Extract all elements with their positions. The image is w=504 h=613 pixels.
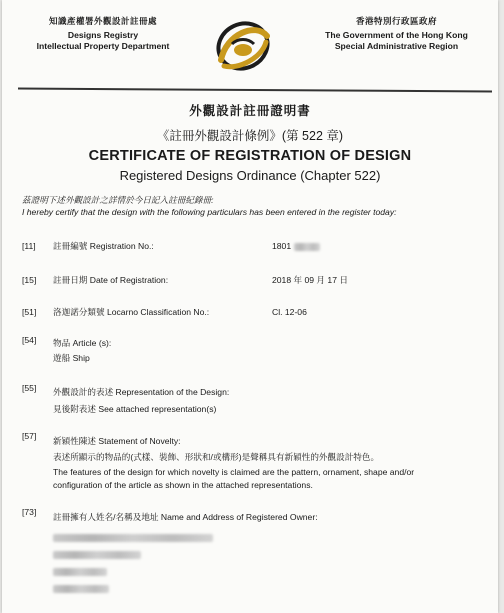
certificate-title	[2, 101, 498, 183]
field-label: 註冊編號 Registration No.:	[53, 241, 154, 251]
field-code: [55]	[22, 383, 37, 393]
ordinance-zh: 《註冊外觀設計條例》(第 522 章)	[156, 129, 344, 143]
redacted-owner-line	[53, 531, 213, 543]
novelty-en-line1: The features of the design for which novelty is claimed are the pattern, ornament, shape and/or	[53, 467, 415, 477]
field-registered-owner	[22, 506, 484, 606]
issuer-en-line1: Designs Registry	[67, 30, 139, 40]
title-zh: 外觀設計註冊證明書	[189, 104, 311, 118]
government-zh: 香港特別行政區政府	[355, 16, 437, 26]
field-code: [51]	[22, 307, 37, 317]
field-label: 洛迦諾分類號 Locarno Classification No.:	[53, 307, 210, 317]
designs-registry-emblem-icon	[212, 16, 274, 80]
field-label: 外觀設計的表述 Representation of the Design:	[53, 387, 230, 397]
field-representation	[22, 382, 484, 414]
registration-date: 2018 年 09 月 17 日	[272, 275, 348, 285]
certification-en: I hereby certify that the design with the following particulars has been entered in the register today:	[22, 207, 397, 217]
government-en-line2: Special Administrative Region	[334, 41, 459, 51]
government-en-line1: The Government of the Hong Kong	[325, 30, 468, 40]
ordinance-en: Registered Designs Ordinance (Chapter 522)	[119, 168, 381, 183]
locarno-class: Cl. 12-06	[272, 307, 307, 317]
redacted-text	[294, 243, 320, 251]
field-statement-of-novelty	[22, 430, 484, 500]
certification-zh: 茲證明下述外觀設計之詳情於今日記入註冊紀錄冊:	[22, 195, 214, 205]
field-label: 註冊擁有人姓名/名稱及地址 Name and Address of Registered Owner:	[53, 512, 318, 522]
redacted-owner-line	[53, 548, 141, 560]
redacted-owner-line	[53, 582, 109, 594]
government-en	[309, 30, 484, 52]
certification-statement	[22, 194, 397, 218]
title-en: CERTIFICATE OF REGISTRATION OF DESIGN	[88, 148, 412, 164]
field-code: [54]	[22, 335, 37, 345]
issuer-zh: 知識產權署外觀設計註冊處	[48, 16, 157, 26]
field-registration-no	[22, 240, 484, 254]
representation-value: 見後附表述 See attached representation(s)	[53, 404, 217, 414]
field-code: [11]	[22, 241, 36, 251]
issuer-block	[18, 15, 188, 52]
novelty-zh: 表述所顯示的物品的(式樣、裝飾、形狀和/或構形)是聲稱具有新穎性的外觀設計特色。	[53, 452, 380, 462]
field-article	[22, 334, 484, 366]
novelty-en-line2: configuration of the article as shown in the attached representations.	[53, 480, 313, 490]
redacted-owner-line	[53, 565, 107, 577]
government-block	[309, 15, 484, 52]
field-locarno-classification	[22, 306, 484, 320]
registration-number-visible: 1801	[272, 241, 292, 251]
field-label: 註冊日期 Date of Registration:	[53, 275, 169, 285]
letterhead	[2, 0, 498, 92]
field-code: [73]	[22, 507, 37, 517]
field-date-of-registration	[22, 274, 484, 288]
field-code: [15]	[22, 275, 37, 285]
issuer-en-line2: Intellectual Property Department	[36, 41, 170, 51]
field-label: 新穎性陳述 Statement of Novelty:	[53, 436, 181, 446]
field-label: 物品 Article (s):	[53, 338, 112, 348]
article-value: 遊船 Ship	[53, 353, 90, 363]
certificate-page	[2, 0, 498, 613]
field-code: [57]	[22, 431, 37, 441]
issuer-en	[18, 30, 188, 52]
header-divider	[18, 88, 492, 93]
registration-number	[272, 240, 320, 252]
